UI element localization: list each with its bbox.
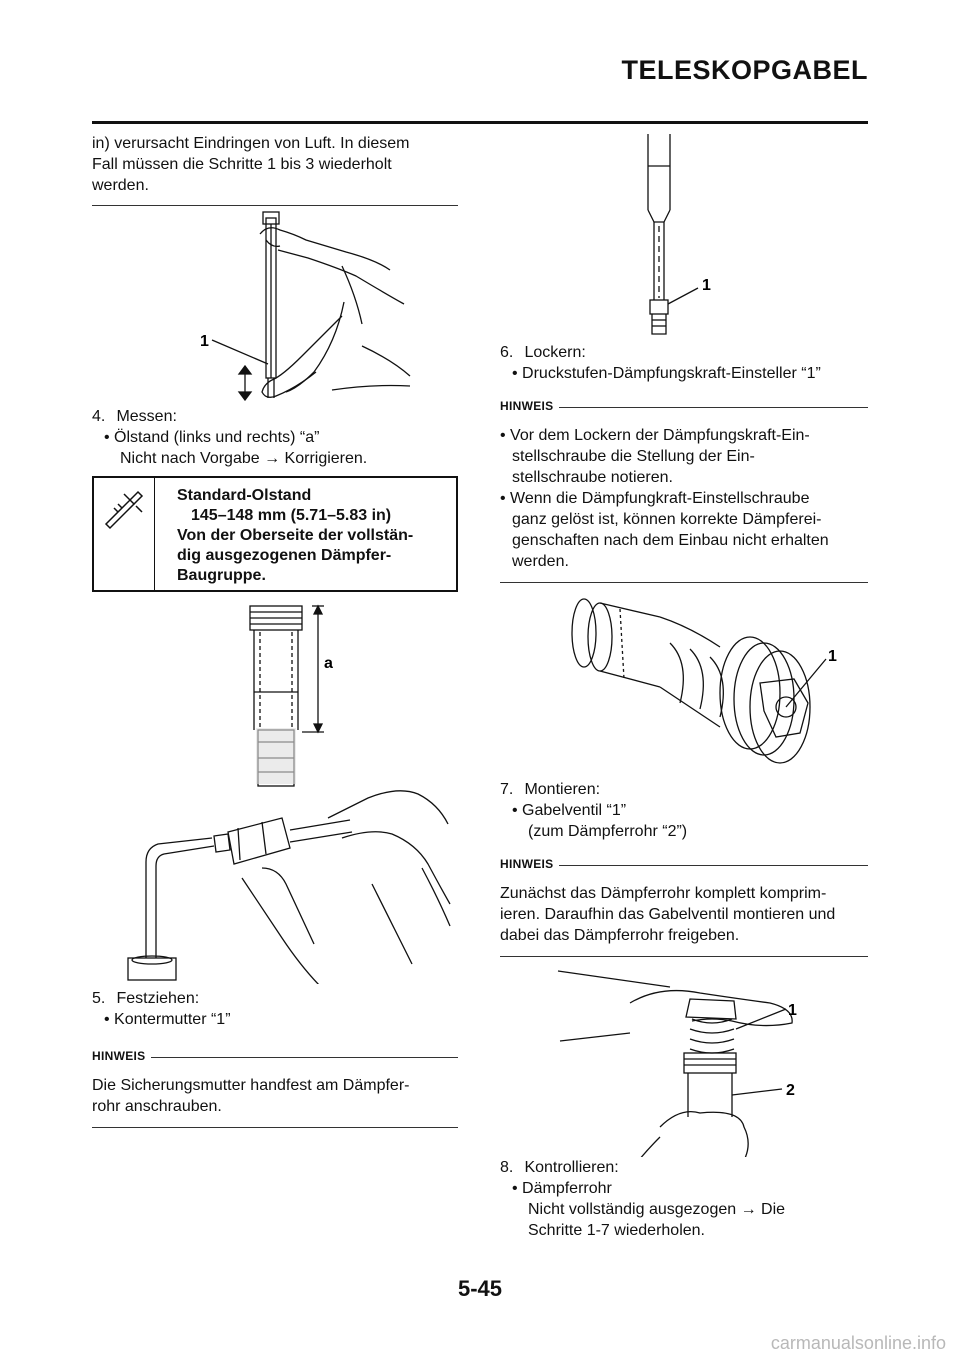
spec-line: Von der Oberseite der vollstän-	[177, 527, 414, 544]
header-rule	[92, 121, 868, 124]
left-column	[92, 133, 458, 1128]
step-8-action: Nicht vollständig ausgezogen → Die	[528, 1201, 786, 1218]
page-title: TELESKOPGABEL	[621, 55, 868, 85]
step-4-title: 4. Messen:	[92, 408, 177, 425]
spec-line: Baugruppe.	[177, 567, 266, 584]
hinweis-heading: HINWEIS	[92, 1046, 458, 1067]
figure-damper-rod	[92, 206, 458, 402]
hinweis-bullet: • Wenn die Dämpfungkraft-Einstellschraube	[500, 490, 810, 507]
hinweis-text: Die Sicherungsmutter handfest am Dämpfer-	[92, 1077, 410, 1094]
hinweis-text: dabei das Dämpferrohr freigeben.	[500, 927, 740, 944]
hinweis-bullet-cont: stellschraube notieren.	[512, 469, 673, 486]
footer-watermark[interactable]: carmanualsonline.info	[770, 1333, 946, 1353]
hinweis-text: ieren. Daraufhin das Gabelventil montieren und	[500, 906, 836, 923]
fig-label: 1	[702, 277, 711, 294]
intro-line: werden.	[92, 177, 149, 194]
hinweis-heading: HINWEIS	[500, 396, 868, 417]
hinweis-bullet-cont: ganz gelöst ist, können korrekte Dämpferei-	[512, 511, 822, 528]
spec-value: 145–148 mm (5.71–5.83 in)	[191, 507, 392, 524]
right-column	[500, 130, 868, 1241]
fig-label: 1	[200, 333, 209, 350]
figure-fork-valve	[500, 583, 868, 779]
hinweis-text: Zunächst das Dämpferrohr komplett komprim-	[500, 885, 827, 902]
intro-line: Fall müssen die Schritte 1 bis 3 wiederholt	[92, 156, 392, 173]
figure-oil-syringe	[92, 788, 458, 984]
caliper-icon	[94, 478, 155, 590]
intro-line: in) verursacht Eindringen von Luft. In diesem	[92, 135, 410, 152]
page-number: 5-45	[457, 1276, 503, 1301]
fig-label: 1	[828, 648, 837, 665]
fig-label: a	[324, 655, 333, 672]
step-7-sub: (zum Dämpferrohr “2”)	[528, 823, 688, 840]
step-8-action: Schritte 1-7 wiederholen.	[528, 1222, 705, 1239]
hinweis-bullet-cont: werden.	[512, 553, 569, 570]
divider	[92, 1127, 458, 1128]
fig-label: 1	[788, 1002, 797, 1019]
spec-box	[92, 476, 458, 592]
hinweis-text: rohr anschrauben.	[92, 1098, 222, 1115]
step-8-title: 8. Kontrollieren:	[500, 1159, 619, 1176]
figure-fork-tube	[92, 592, 458, 788]
step-6-title: 6. Lockern:	[500, 344, 586, 361]
step-4-action: Nicht nach Vorgabe → Korrigieren.	[120, 450, 368, 467]
step-6-bullet: • Druckstufen-Dämpfungskraft-Einsteller “1”	[512, 365, 821, 382]
step-7-bullet: • Gabelventil “1”	[512, 802, 627, 819]
spec-title: Standard-Olstand	[177, 487, 312, 504]
step-4-bullet: • Ölstand (links und rechts) “a”	[104, 429, 320, 446]
hinweis-bullet: • Vor dem Lockern der Dämpfungskraft-Ein-	[500, 427, 810, 444]
step-5-title: 5. Festziehen:	[92, 990, 200, 1007]
figure-damper-adjuster	[500, 130, 868, 342]
hinweis-bullet-cont: stellschraube die Stellung der Ein-	[512, 448, 755, 465]
spec-line: dig ausgezogenen Dämpfer-	[177, 547, 392, 564]
step-7-title: 7. Montieren:	[500, 781, 601, 798]
hinweis-bullet-cont: genschaften nach dem Einbau nicht erhalten	[512, 532, 829, 549]
hinweis-heading: HINWEIS	[500, 854, 868, 875]
step-5-bullet: • Kontermutter “1”	[104, 1011, 231, 1028]
step-8-bullet: • Dämpferrohr	[512, 1180, 612, 1197]
fig-label: 2	[786, 1082, 795, 1099]
figure-compress-damper	[500, 957, 868, 1157]
